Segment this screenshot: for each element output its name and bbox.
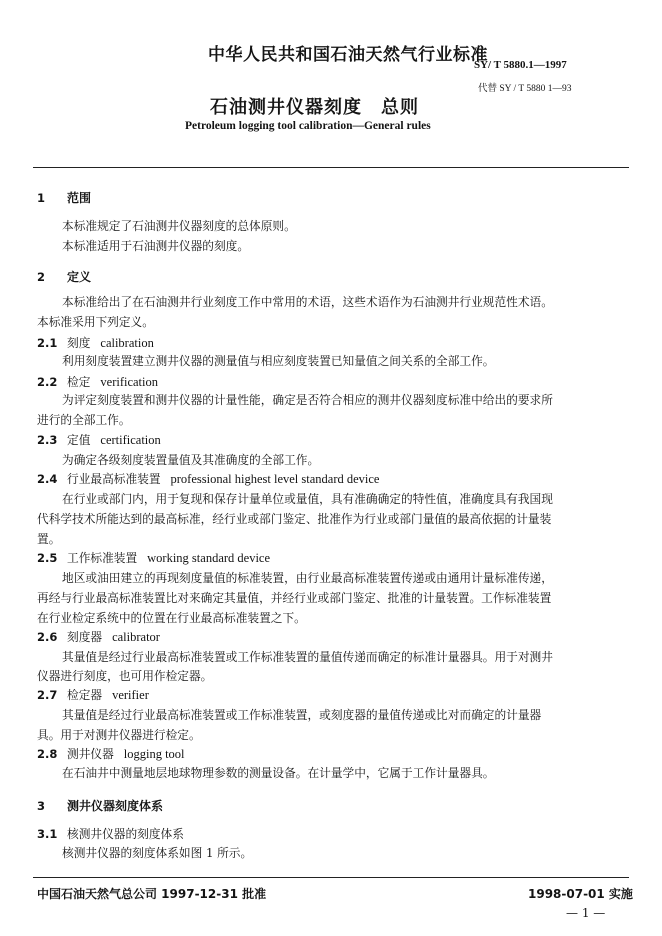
page-number: — 1 —: [566, 906, 606, 920]
definition-term: 2.8 测井仪器 logging tool: [37, 747, 185, 761]
definition-term: 2.6 刻度器 calibrator: [37, 630, 160, 644]
paragraph: 本标准规定了石油测井仪器刻度的总体原则。: [62, 219, 296, 233]
paragraph: 地区或油田建立的再现刻度量值的标准装置，由行业最高标准装置传递或由通用计量标准传递，: [62, 571, 553, 585]
section-heading: 3 测井仪器刻度体系: [37, 799, 164, 813]
paragraph: 进行的全部工作。: [37, 413, 131, 427]
paragraph: 置。: [37, 532, 61, 546]
paragraph: 仪器进行刻度，也可用作检定器。: [37, 669, 213, 683]
paragraph: 本标准给出了在石油测井行业刻度工作中常用的术语，这些术语作为石油测井行业规范性术语。: [62, 295, 553, 309]
header-rule: [33, 167, 629, 168]
definition-term: 2.2 检定 verification: [37, 375, 159, 389]
paragraph: 为确定各级刻度装置量值及其准确度的全部工作。: [62, 453, 320, 467]
paragraph: 为评定刻度装置和测井仪器的计量性能，确定是否符合相应的测井仪器刻度标准中给出的要求所: [62, 393, 553, 407]
section-heading: 1 范围: [37, 191, 92, 205]
definition-term: 2.5 工作标准装置 working standard device: [37, 551, 271, 565]
standard-number: SY/ T 5880.1—1997: [474, 59, 567, 71]
paragraph: 再经与行业最高标准装置比对来确定其量值，并经行业或部门鉴定、批准的计量装置。工作标准装置: [37, 591, 552, 605]
footer-rule: [33, 877, 629, 878]
definition-term: 2.4 行业最高标准装置 professional highest level standard device: [37, 472, 380, 486]
paragraph: 在行业检定系统中的位置在行业最高标准装置之下。: [37, 611, 306, 625]
paragraph: 具。用于对测井仪器进行检定。: [37, 728, 201, 742]
document-title-en: Petroleum logging tool calibration—General rules: [185, 120, 431, 132]
paragraph: 本标准适用于石油测井仪器的刻度。: [62, 239, 250, 253]
approval-date: 中国石油天然气总公司 1997-12-31 批准: [37, 887, 267, 901]
definition-term: 2.3 定值 certification: [37, 433, 161, 447]
standard-body-title: 中华人民共和国石油天然气行业标准: [208, 45, 488, 65]
replaces-standard: 代替 SY / T 5880 1—93: [478, 84, 572, 94]
definition-term: 2.1 刻度 calibration: [37, 336, 154, 350]
paragraph: 代科学技术所能达到的最高标准，经行业或部门鉴定、批准作为行业或部门量值的最高依据的计量装: [37, 512, 552, 526]
effective-date: 1998-07-01 实施: [528, 887, 633, 901]
definition-term: 2.7 检定器 verifier: [37, 688, 149, 702]
paragraph: 其量值是经过行业最高标准装置或工作标准装置，或刻度器的量值传递或比对而确定的计量器: [62, 708, 542, 722]
subsection-heading: 3.1 核测井仪器的刻度体系: [37, 827, 184, 841]
section-heading: 2 定义: [37, 270, 92, 284]
paragraph: 在石油井中测量地层地球物理参数的测量设备。在计量学中，它属于工作计量器具。: [62, 766, 495, 780]
document-title-cn: 石油测井仪器刻度 总则: [210, 97, 419, 118]
paragraph: 在行业或部门内，用于复现和保存计量单位或量值，具有准确确定的特性值，准确度具有我国现: [62, 492, 553, 506]
paragraph: 利用刻度装置建立测井仪器的测量值与相应刻度装置已知量值之间关系的全部工作。: [62, 354, 495, 368]
paragraph: 本标准采用下列定义。: [37, 315, 154, 329]
paragraph: 其量值是经过行业最高标准装置或工作标准装置的量值传递而确定的标准计量器具。用于对测井: [62, 650, 553, 664]
paragraph: 核测井仪器的刻度体系如图 1 所示。: [62, 846, 253, 860]
